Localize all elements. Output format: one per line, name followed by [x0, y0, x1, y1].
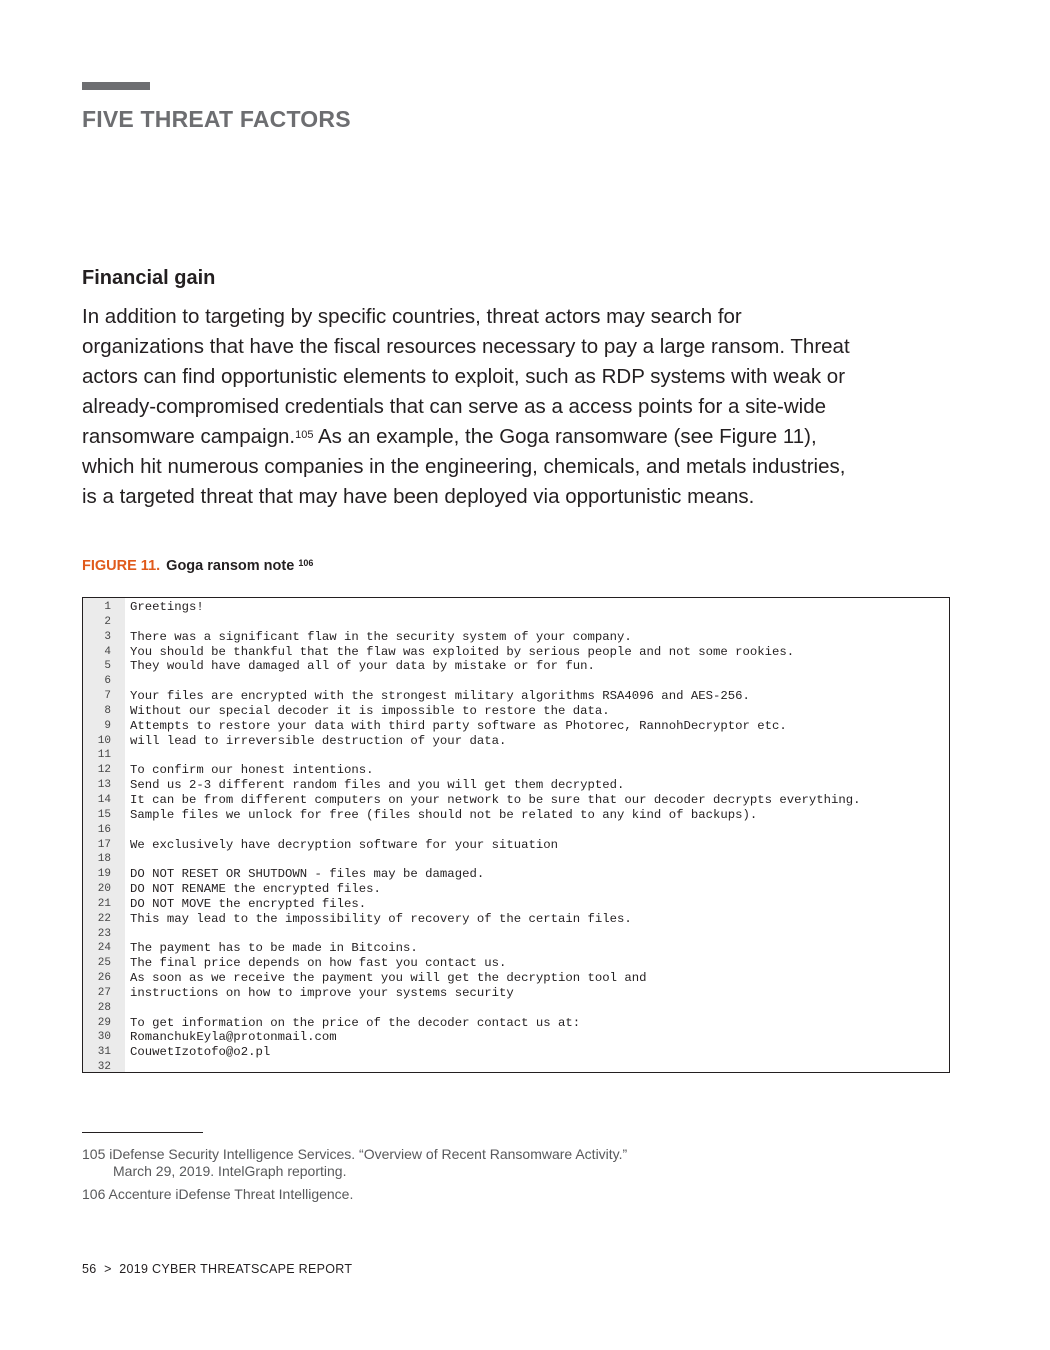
- code-line: [83, 1016, 949, 1031]
- line-number: 20: [97, 883, 111, 896]
- line-number: 24: [97, 942, 111, 955]
- footnote-105-line-1: 105 iDefense Security Intelligence Services. “Overview of Recent Ransomware Activity.”: [82, 1146, 628, 1162]
- code-line: [83, 956, 949, 971]
- figure-title: Goga ransom note: [166, 558, 295, 574]
- footnote-105-line-2: March 29, 2019. IntelGraph reporting.: [113, 1163, 347, 1179]
- line-text: We exclusively have decryption software for your situation: [130, 837, 559, 852]
- report-title: 2019 CYBER THREATSCAPE REPORT: [119, 1262, 353, 1276]
- line-text: Attempts to restore your data with third party software as Photorec, RannohDecryptor etc.: [130, 718, 787, 733]
- line-text: will lead to irreversible destruction of your data.: [130, 733, 507, 748]
- line-number: 18: [97, 853, 111, 866]
- line-number: 4: [104, 645, 111, 658]
- line-number: 9: [104, 719, 111, 732]
- figure-caption: [82, 558, 313, 574]
- footnote-ref-105[interactable]: 105: [295, 429, 314, 441]
- line-number: 10: [97, 734, 111, 747]
- line-number: 19: [97, 868, 111, 881]
- line-text: CouwetIzotofo@o2.pl: [130, 1045, 271, 1060]
- code-line: [83, 659, 949, 674]
- code-line: [83, 1030, 949, 1045]
- code-line: [83, 971, 949, 986]
- code-line: [83, 1060, 949, 1073]
- line-number: 28: [97, 1001, 111, 1014]
- line-number: 7: [104, 690, 111, 703]
- line-number: 14: [97, 793, 111, 806]
- section-title: FIVE THREAT FACTORS: [82, 106, 351, 132]
- line-number: 26: [97, 972, 111, 985]
- code-line: [83, 838, 949, 853]
- code-line: [83, 630, 949, 645]
- line-text: The payment has to be made in Bitcoins.: [130, 941, 418, 956]
- paragraph-part-1: In addition to targeting by specific countries, threat actors may search for organizations that have the fiscal resources necessary to pay a large ransom. Threat actors can find opportunistic elements to exploit, such as RDP systems with weak or already-compromised credentials that can serve as a access points for a site-wide ransomware campaign.: [82, 305, 850, 448]
- line-number: 15: [97, 808, 111, 821]
- code-line: [83, 600, 949, 615]
- line-text: This may lead to the impossibility of recovery of the certain files.: [130, 911, 632, 926]
- code-line: [83, 793, 949, 808]
- line-number: 3: [104, 630, 111, 643]
- line-number: 6: [104, 675, 111, 688]
- code-line: [83, 748, 949, 763]
- line-number: 23: [97, 927, 111, 940]
- ransom-note-code-block: [82, 597, 950, 1073]
- code-line: [83, 882, 949, 897]
- line-text: Without our special decoder it is impossible to restore the data.: [130, 703, 610, 718]
- line-number: 31: [97, 1046, 111, 1059]
- code-lines: [83, 600, 949, 1073]
- line-number: 16: [97, 823, 111, 836]
- code-line: [83, 615, 949, 630]
- line-number: 21: [97, 897, 111, 910]
- code-line: [83, 734, 949, 749]
- line-text: The final price depends on how fast you contact us.: [130, 956, 507, 971]
- code-line: [83, 912, 949, 927]
- line-number: 13: [97, 779, 111, 792]
- line-text: To get information on the price of the decoder contact us at:: [130, 1015, 581, 1030]
- code-line: [83, 867, 949, 882]
- code-line: [83, 941, 949, 956]
- line-number: 25: [97, 957, 111, 970]
- line-number: 32: [97, 1061, 111, 1073]
- line-text: You should be thankful that the flaw was exploited by serious people and not some rookies.: [130, 644, 795, 659]
- line-number: 11: [97, 749, 111, 762]
- line-text: Send us 2-3 different random files and you will get them decrypted.: [130, 778, 625, 793]
- footnote-divider: [82, 1132, 203, 1133]
- code-line: [83, 674, 949, 689]
- line-number: 1: [104, 601, 111, 613]
- line-number: 5: [104, 660, 111, 673]
- code-line: [83, 704, 949, 719]
- page-number: 56: [82, 1262, 97, 1276]
- line-text: As soon as we receive the payment you will get the decryption tool and: [130, 971, 647, 986]
- line-text: DO NOT RESET OR SHUTDOWN - files may be damaged.: [130, 867, 485, 882]
- paragraph-part-2: As an example, the Goga ransomware (see Figure 11), which hit numerous companies in the engineering, chemicals, and metals industries, is a targeted threat that may have been deployed via opportunistic means.: [82, 425, 846, 508]
- line-number: 22: [97, 912, 111, 925]
- page-footer: [82, 1262, 352, 1276]
- line-text: Your files are encrypted with the strongest military algorithms RSA4096 and AES-256.: [130, 689, 750, 704]
- line-text: It can be from different computers on your network to be sure that our decoder decrypts everything.: [130, 792, 861, 807]
- code-line: [83, 823, 949, 838]
- code-line: [83, 1001, 949, 1016]
- code-line: [83, 927, 949, 942]
- line-text: instructions on how to improve your systems security: [130, 985, 514, 1000]
- line-text: DO NOT MOVE the encrypted files.: [130, 896, 367, 911]
- footnotes: [82, 1146, 782, 1209]
- line-text: There was a significant flaw in the security system of your company.: [130, 629, 632, 644]
- code-line: [83, 808, 949, 823]
- line-text: They would have damaged all of your data by mistake or for fun.: [130, 659, 595, 674]
- footnote-105: [82, 1146, 782, 1180]
- line-number: 30: [97, 1031, 111, 1044]
- line-text: RomanchukEyla@protonmail.com: [130, 1030, 337, 1045]
- subheading: Financial gain: [82, 267, 216, 289]
- line-number: 17: [97, 838, 111, 851]
- line-number: 8: [104, 704, 111, 717]
- code-line: [83, 689, 949, 704]
- code-line: [83, 763, 949, 778]
- code-line: [83, 986, 949, 1001]
- figure-label: FIGURE 11.: [82, 558, 161, 574]
- code-line: [83, 852, 949, 867]
- line-text: To confirm our honest intentions.: [130, 763, 374, 778]
- code-line: [83, 778, 949, 793]
- body-paragraph: [82, 302, 852, 512]
- line-number: 2: [104, 615, 111, 628]
- line-text: Sample files we unlock for free (files should not be related to any kind of backups).: [130, 807, 758, 822]
- footer-separator: >: [104, 1262, 112, 1276]
- code-line: [83, 719, 949, 734]
- line-number: 27: [97, 986, 111, 999]
- line-text: Greetings!: [130, 600, 204, 614]
- section-accent-bar: [82, 82, 150, 90]
- code-line: [83, 1045, 949, 1060]
- code-line: [83, 645, 949, 660]
- line-text: DO NOT RENAME the encrypted files.: [130, 882, 381, 897]
- footnote-106: 106 Accenture iDefense Threat Intelligence.: [82, 1186, 354, 1202]
- code-line: [83, 897, 949, 912]
- line-number: 12: [97, 764, 111, 777]
- footnote-ref-106[interactable]: 106: [298, 558, 314, 568]
- line-number: 29: [97, 1016, 111, 1029]
